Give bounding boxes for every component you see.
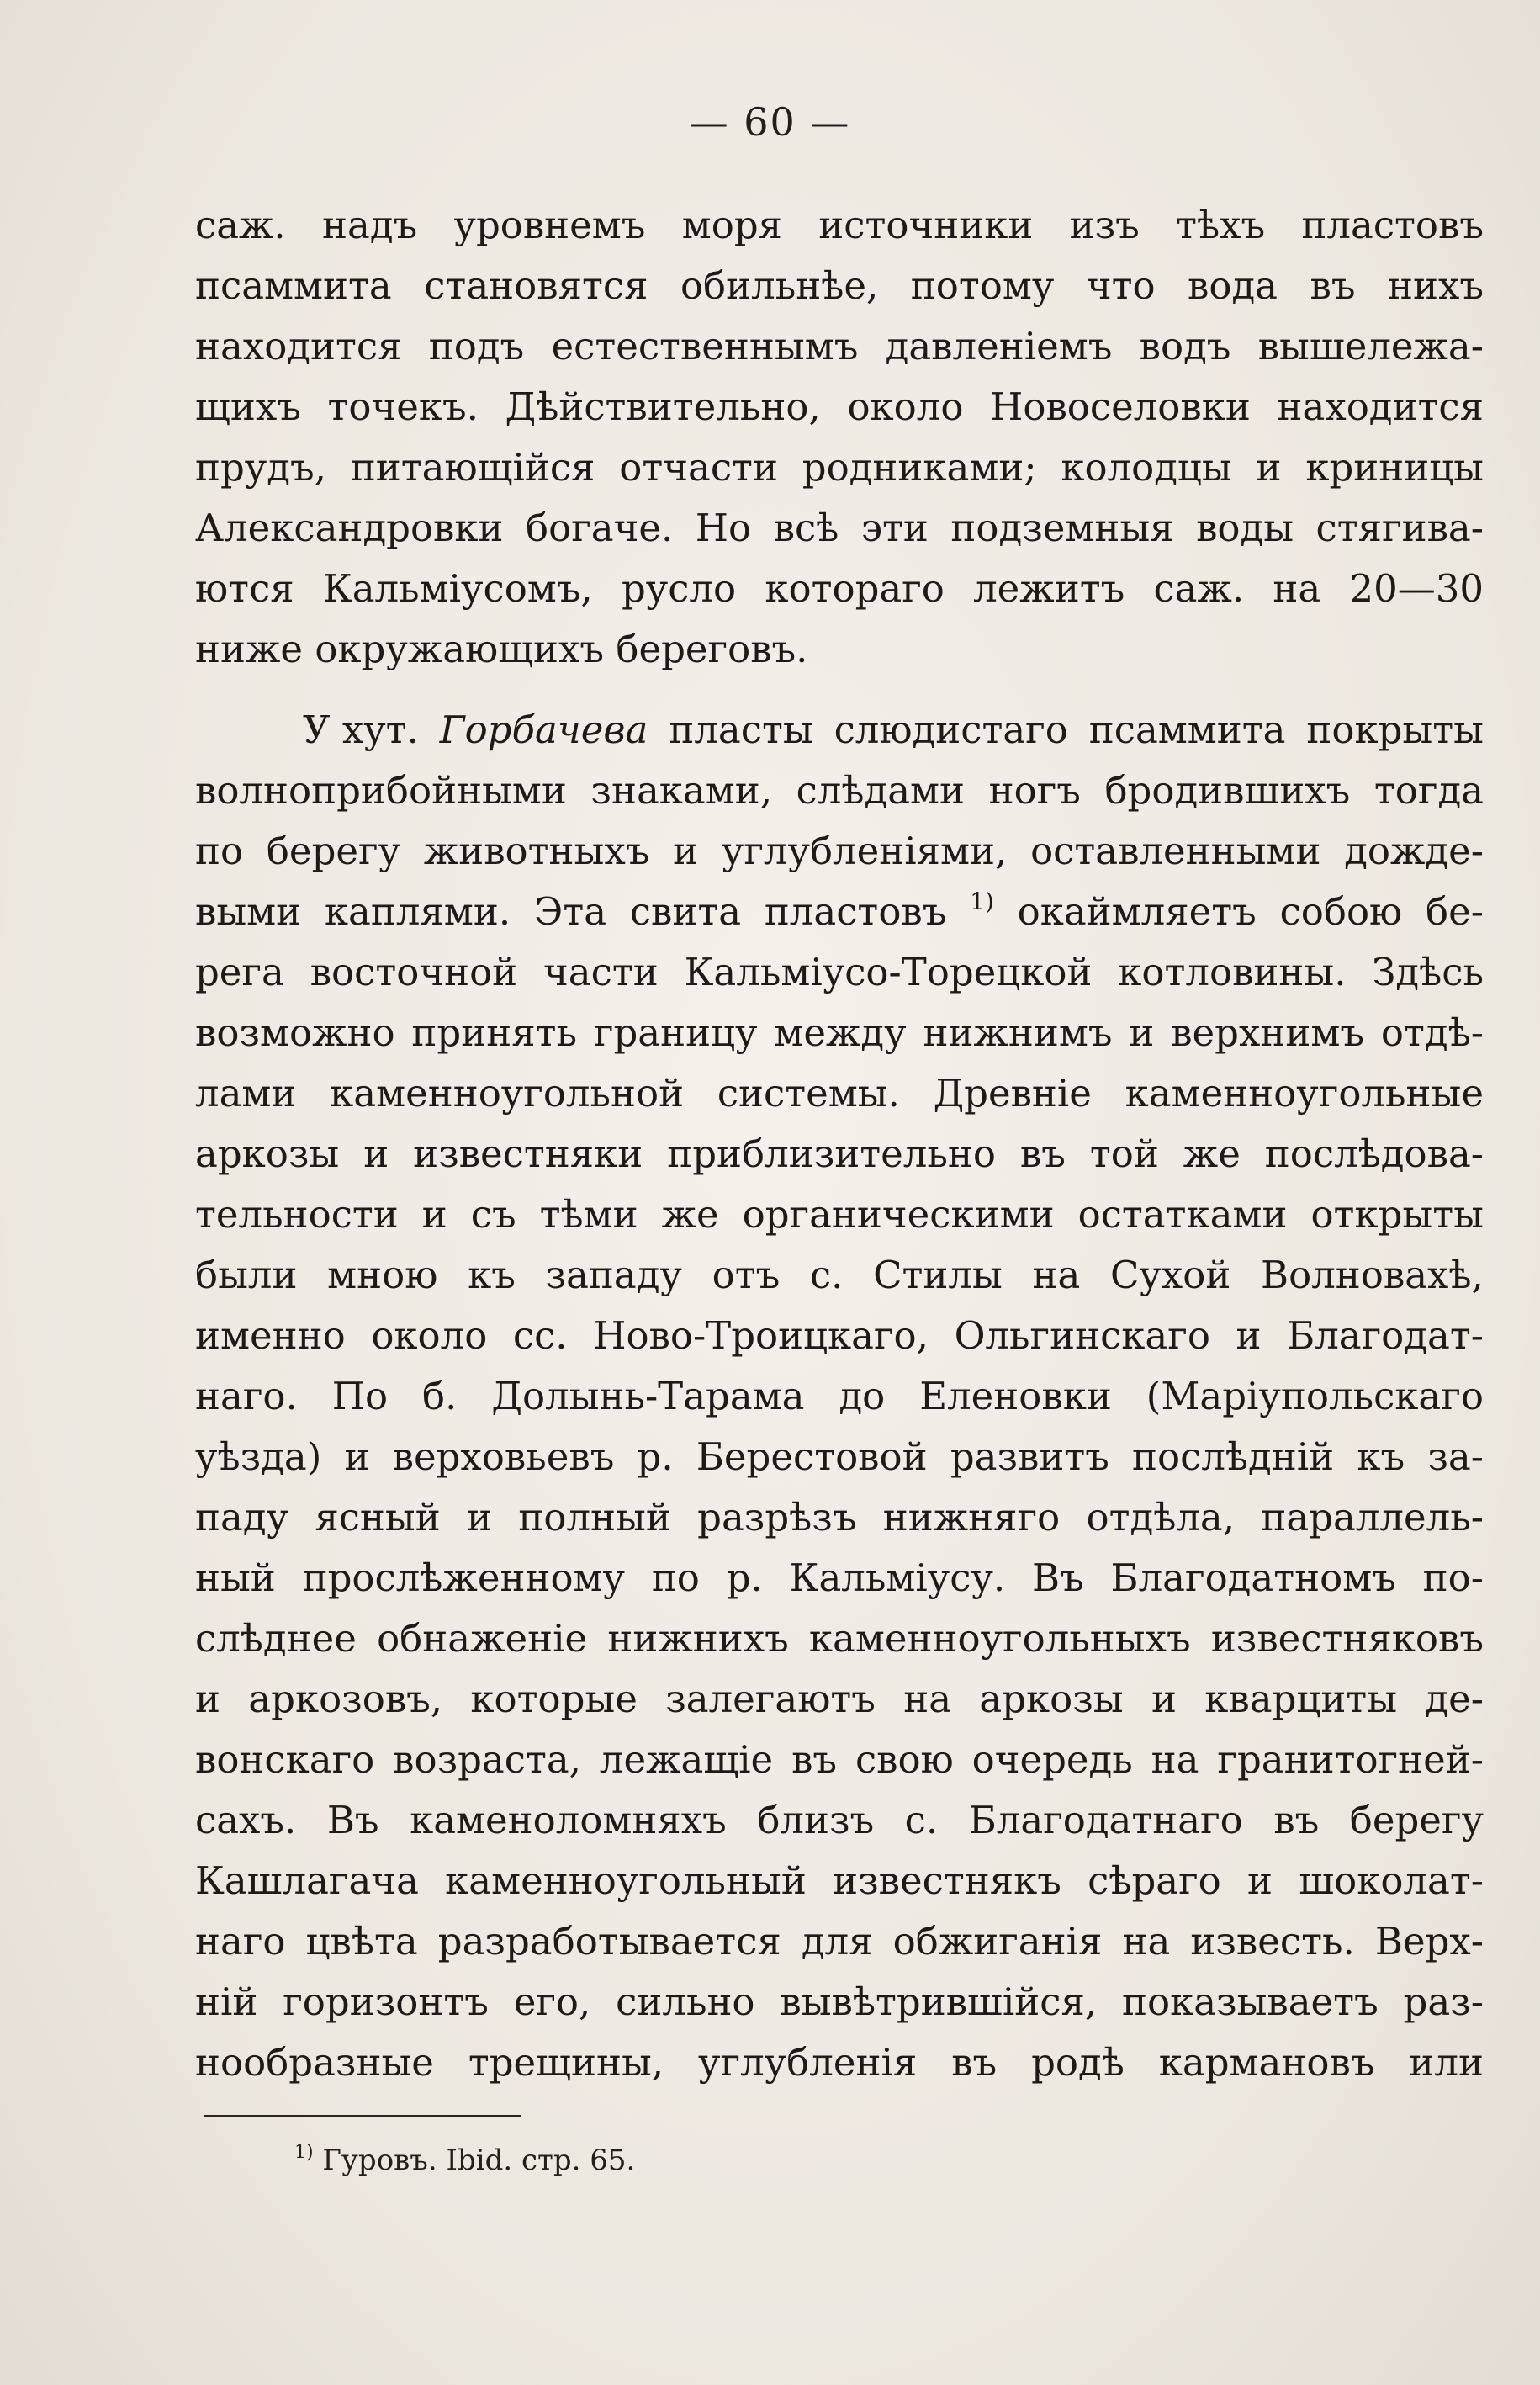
text-line-content: ниже окружающихъ береговъ. xyxy=(195,627,808,671)
word: ются xyxy=(195,566,294,611)
word: собою xyxy=(1279,889,1403,934)
word: По xyxy=(331,1374,389,1418)
word: Здѣсь xyxy=(1372,950,1484,994)
word: Ново-Троицкаго, xyxy=(593,1313,929,1358)
word: Кальміусомъ, xyxy=(322,566,593,611)
word: моря xyxy=(681,203,783,247)
word: послѣдній xyxy=(1132,1434,1335,1479)
word: по xyxy=(195,829,244,873)
word: Ольгинскаго xyxy=(954,1313,1210,1358)
word: русло xyxy=(621,566,737,611)
word: Но xyxy=(695,506,752,550)
word: бе- xyxy=(1425,889,1484,934)
paragraph-first-line xyxy=(195,700,1484,761)
word: находится xyxy=(1277,384,1484,429)
text-line xyxy=(195,2033,1484,2093)
word: за- xyxy=(1427,1434,1484,1479)
word: до xyxy=(839,1374,886,1418)
word: Верх- xyxy=(1374,1919,1484,1964)
word: Въ xyxy=(326,1798,379,1842)
word: криницы xyxy=(1305,445,1484,490)
word: берегу xyxy=(266,829,401,873)
word: богаче. xyxy=(526,506,674,550)
word: бродившихъ xyxy=(1104,768,1351,813)
word: вода xyxy=(1188,263,1278,308)
word: тельности xyxy=(195,1192,399,1237)
word: пласты xyxy=(669,708,813,752)
word: той xyxy=(1089,1132,1159,1176)
text-line xyxy=(195,1669,1484,1730)
word: на xyxy=(1122,1919,1171,1964)
word: параллель- xyxy=(1261,1495,1484,1540)
word: псаммита xyxy=(195,263,392,308)
word: лами xyxy=(195,1071,297,1116)
word: изъ xyxy=(1069,203,1140,247)
word: же xyxy=(661,1192,719,1237)
word: всѣ xyxy=(773,506,839,550)
word: горизонтъ xyxy=(283,1980,489,2024)
word: въ xyxy=(1310,263,1356,308)
word: саж. xyxy=(1153,566,1245,611)
word: и xyxy=(1247,1858,1273,1903)
word: и xyxy=(195,1677,220,1721)
text-line xyxy=(195,1790,1484,1851)
word: известняки xyxy=(413,1132,643,1176)
footnote xyxy=(294,2135,635,2186)
word: гранитогней- xyxy=(1217,1737,1484,1782)
footnote-marker: 1) xyxy=(294,2142,314,2163)
word: каменоломняхъ xyxy=(410,1798,727,1842)
word: каменноугольные xyxy=(1125,1071,1484,1116)
word: источники xyxy=(818,203,1034,247)
word: берегу xyxy=(1349,1798,1484,1842)
word: Древніе xyxy=(933,1071,1092,1116)
word: ясный xyxy=(315,1495,441,1540)
word: знаками, xyxy=(590,768,773,813)
word: по xyxy=(651,1556,700,1600)
word: Волновахѣ, xyxy=(1261,1253,1484,1297)
word: наго. xyxy=(195,1374,298,1418)
word: и xyxy=(344,1434,370,1479)
word: и xyxy=(673,829,699,873)
word: тѣми xyxy=(539,1192,638,1237)
text-line xyxy=(195,195,1484,256)
word: въ xyxy=(951,2040,998,2085)
text-line xyxy=(195,1609,1484,1669)
text-line xyxy=(195,498,1484,559)
word: Берестовой xyxy=(696,1434,928,1479)
word: открыты xyxy=(1310,1192,1484,1237)
word: пластовъ xyxy=(764,889,947,934)
word: въ xyxy=(791,1737,838,1782)
word: водъ xyxy=(1139,324,1231,368)
footnote-divider xyxy=(204,2115,521,2117)
word: раз- xyxy=(1403,1980,1484,2024)
word: ный xyxy=(195,1556,276,1600)
word: сѣраго xyxy=(1088,1858,1221,1903)
word: верховьевъ xyxy=(392,1434,615,1479)
text-line xyxy=(195,377,1484,437)
word: пластовъ xyxy=(1301,203,1484,247)
word: находится xyxy=(195,324,402,368)
word: рега xyxy=(195,950,284,994)
text-line-with-footnote-ref xyxy=(195,882,1484,942)
word: обнаженіе xyxy=(377,1616,588,1661)
word: на xyxy=(1273,566,1321,611)
word: каменноугольныхъ xyxy=(808,1616,1191,1661)
word: части xyxy=(543,950,659,994)
text-line xyxy=(195,1185,1484,1245)
word: подземныя xyxy=(950,506,1174,550)
word: и xyxy=(1236,1313,1262,1358)
text-line xyxy=(195,1427,1484,1487)
word: Еленовки xyxy=(919,1374,1112,1418)
word: Сухой xyxy=(1110,1253,1231,1297)
word: съ xyxy=(470,1192,516,1237)
word: къ xyxy=(1357,1434,1405,1479)
word: по- xyxy=(1422,1556,1484,1600)
word: подъ xyxy=(428,324,525,368)
footnote-text: Гуровъ. Ibid. стр. 65. xyxy=(322,2144,636,2177)
body-text xyxy=(195,195,1484,2093)
word: разработывается xyxy=(437,1919,781,1964)
word: Александровки xyxy=(195,506,504,550)
text-line xyxy=(195,619,1484,680)
word: принять xyxy=(411,1010,577,1055)
word: вышележа- xyxy=(1257,324,1484,368)
word: послѣдова- xyxy=(1264,1132,1484,1176)
word: границу xyxy=(593,1010,758,1055)
word: Кальміусу. xyxy=(789,1556,1006,1600)
word: и xyxy=(1151,1677,1177,1721)
word: слѣдами xyxy=(796,768,966,813)
word: оставленными xyxy=(1030,829,1321,873)
word: Эта xyxy=(533,889,607,934)
word: р. xyxy=(637,1434,674,1479)
text-line xyxy=(195,761,1484,821)
word: наго xyxy=(195,1919,286,1964)
text-line xyxy=(195,821,1484,882)
word: цвѣта xyxy=(305,1919,418,1964)
text-line xyxy=(195,316,1484,377)
word: въ xyxy=(1019,1132,1066,1176)
word: аркозы xyxy=(195,1132,340,1176)
word: кварциты xyxy=(1204,1677,1398,1721)
word: каменноугольной xyxy=(330,1071,685,1116)
text-line xyxy=(195,1487,1484,1548)
word: паду xyxy=(195,1495,289,1540)
word: около xyxy=(371,1313,488,1358)
word: отъ xyxy=(712,1253,781,1297)
word: 20—30 xyxy=(1349,566,1484,611)
word: окаймляетъ xyxy=(1017,889,1257,934)
word: восточной xyxy=(310,950,518,994)
word: системы. xyxy=(717,1071,900,1116)
word: разрѣзъ xyxy=(697,1495,857,1540)
word: стягива- xyxy=(1315,506,1484,550)
text-line xyxy=(195,1306,1484,1366)
word: известь. xyxy=(1190,1919,1355,1964)
word: возраста, xyxy=(393,1737,581,1782)
word: нижняго xyxy=(882,1495,1061,1540)
word: его, xyxy=(513,1980,591,2024)
word: известнякъ xyxy=(833,1858,1061,1903)
word: колодцы xyxy=(1061,445,1232,490)
word: нихъ xyxy=(1387,263,1484,308)
word: аркозы xyxy=(979,1677,1124,1721)
word: на xyxy=(1032,1253,1081,1297)
word: и xyxy=(467,1495,493,1540)
word: Стилы xyxy=(873,1253,1003,1297)
word: и xyxy=(421,1192,447,1237)
word: между xyxy=(774,1010,907,1055)
word: лежитъ xyxy=(973,566,1125,611)
word: отдѣла, xyxy=(1086,1495,1236,1540)
word: питающійся xyxy=(350,445,595,490)
word: воды xyxy=(1196,506,1294,550)
word: точекъ. xyxy=(327,384,479,429)
word: залегаютъ xyxy=(665,1677,876,1721)
text-line xyxy=(195,256,1484,316)
word: что xyxy=(1086,263,1156,308)
word: углубленіями, xyxy=(721,829,1008,873)
word: волноприбойными xyxy=(195,768,567,813)
word: щихъ xyxy=(195,384,301,429)
word: отчасти xyxy=(619,445,778,490)
word: которые xyxy=(470,1677,638,1721)
text-line xyxy=(195,1003,1484,1063)
word: въ xyxy=(1273,1798,1320,1842)
footnote-reference[interactable]: 1) xyxy=(970,888,994,915)
word: были xyxy=(195,1253,298,1297)
text-line xyxy=(195,1730,1484,1790)
word: тѣхъ xyxy=(1176,203,1266,247)
text-line xyxy=(195,1124,1484,1185)
text-line xyxy=(195,437,1484,498)
word: именно xyxy=(195,1313,346,1358)
word: свита xyxy=(629,889,742,934)
word: б. xyxy=(422,1374,458,1418)
word: отдѣ- xyxy=(1380,1010,1484,1055)
word: органическими xyxy=(742,1192,1055,1237)
word: обжиганія xyxy=(892,1919,1103,1964)
word: ній xyxy=(195,1980,258,2024)
word: дожде- xyxy=(1344,829,1484,873)
word: выми xyxy=(195,889,302,934)
word: прудъ, xyxy=(195,445,326,490)
word: мною xyxy=(327,1253,438,1297)
word: давленіемъ xyxy=(885,324,1113,368)
word: родниками; xyxy=(802,445,1037,490)
word: каплями. xyxy=(324,889,511,934)
text-line xyxy=(195,1063,1484,1124)
word: и xyxy=(363,1132,389,1176)
word: и xyxy=(1256,445,1282,490)
word: для xyxy=(801,1919,873,1964)
word: нижнимъ xyxy=(923,1010,1113,1055)
word: развитъ xyxy=(950,1434,1109,1479)
word: животныхъ xyxy=(423,829,650,873)
word: западу xyxy=(545,1253,682,1297)
word: углубленія xyxy=(698,2040,918,2085)
text-line xyxy=(195,1548,1484,1609)
text-line xyxy=(195,942,1484,1003)
word: Благодатномъ xyxy=(1110,1556,1396,1600)
word: или xyxy=(1409,2040,1484,2085)
word: вывѣтрившійся, xyxy=(780,1980,1098,2024)
word: около xyxy=(847,384,964,429)
word: покрыты xyxy=(1306,708,1484,752)
word: верхнимъ xyxy=(1171,1010,1364,1055)
word: котловины. xyxy=(1118,950,1347,994)
word: шоколат- xyxy=(1299,1858,1484,1903)
word: нообразные xyxy=(195,2040,434,2085)
word: уѣзда) xyxy=(195,1434,322,1479)
text-line xyxy=(195,1972,1484,2033)
text-line xyxy=(195,1245,1484,1306)
word: нижнихъ xyxy=(607,1616,789,1661)
word: трещины, xyxy=(468,2040,664,2085)
word: сильно xyxy=(616,1980,755,2024)
word: потому xyxy=(910,263,1055,308)
word: Дѣйствительно, xyxy=(505,384,821,429)
word: близъ xyxy=(757,1798,875,1842)
word: уровнемъ xyxy=(453,203,646,247)
word: свою xyxy=(855,1737,954,1782)
word: сс. xyxy=(512,1313,568,1358)
word: эти xyxy=(860,506,929,550)
word: вонскаго xyxy=(195,1737,375,1782)
word: Кашлагача xyxy=(195,1858,419,1903)
word: естественнымъ xyxy=(551,324,859,368)
word: надъ xyxy=(322,203,418,247)
text-line xyxy=(195,559,1484,619)
word: (Маріупольскаго xyxy=(1146,1374,1484,1418)
word: остатками xyxy=(1077,1192,1288,1237)
word: Новоселовки xyxy=(990,384,1251,429)
word: Долынь-Тарама xyxy=(491,1374,805,1418)
text-line xyxy=(195,1851,1484,1911)
word: аркозовъ, xyxy=(248,1677,443,1721)
word: на xyxy=(903,1677,952,1721)
word: с. xyxy=(809,1253,844,1297)
word: на xyxy=(1151,1737,1199,1782)
place-name-italic: Горбачева xyxy=(439,708,648,752)
word: обильнѣе, xyxy=(680,263,879,308)
word: известняковъ xyxy=(1210,1616,1484,1661)
word: де- xyxy=(1425,1677,1484,1721)
word: Въ xyxy=(1032,1556,1084,1600)
word: с. xyxy=(904,1798,939,1842)
word: Благодатнаго xyxy=(968,1798,1243,1842)
word: саж. xyxy=(195,203,286,247)
word: сахъ. xyxy=(195,1798,297,1842)
page-number: — 60 — xyxy=(689,99,851,145)
word: каменноугольный xyxy=(445,1858,807,1903)
word: Кальміусо-Торецкой xyxy=(684,950,1093,994)
word: р. xyxy=(726,1556,763,1600)
word: и xyxy=(1129,1010,1155,1055)
word: кармановъ xyxy=(1158,2040,1375,2085)
word: становятся xyxy=(424,263,648,308)
word: показываетъ xyxy=(1121,1980,1379,2024)
text-segment: У хут. xyxy=(303,708,419,752)
word: слюдистаго xyxy=(834,708,1068,752)
word: полный xyxy=(518,1495,671,1540)
word: же xyxy=(1183,1132,1241,1176)
word: слѣднее xyxy=(195,1616,357,1661)
word: псаммита xyxy=(1088,708,1286,752)
word: тогда xyxy=(1373,768,1484,813)
word: ногъ xyxy=(988,768,1081,813)
word: очередь xyxy=(971,1737,1133,1782)
word: лежащіе xyxy=(599,1737,774,1782)
word: прослѣженному xyxy=(302,1556,626,1600)
word: возможно xyxy=(195,1010,395,1055)
word: котораго xyxy=(765,566,945,611)
word: Благодат- xyxy=(1287,1313,1484,1358)
word: къ xyxy=(468,1253,516,1297)
text-line xyxy=(195,1911,1484,1972)
word: приблизительно xyxy=(667,1132,996,1176)
word: родѣ xyxy=(1031,2040,1125,2085)
text-line xyxy=(195,1366,1484,1427)
